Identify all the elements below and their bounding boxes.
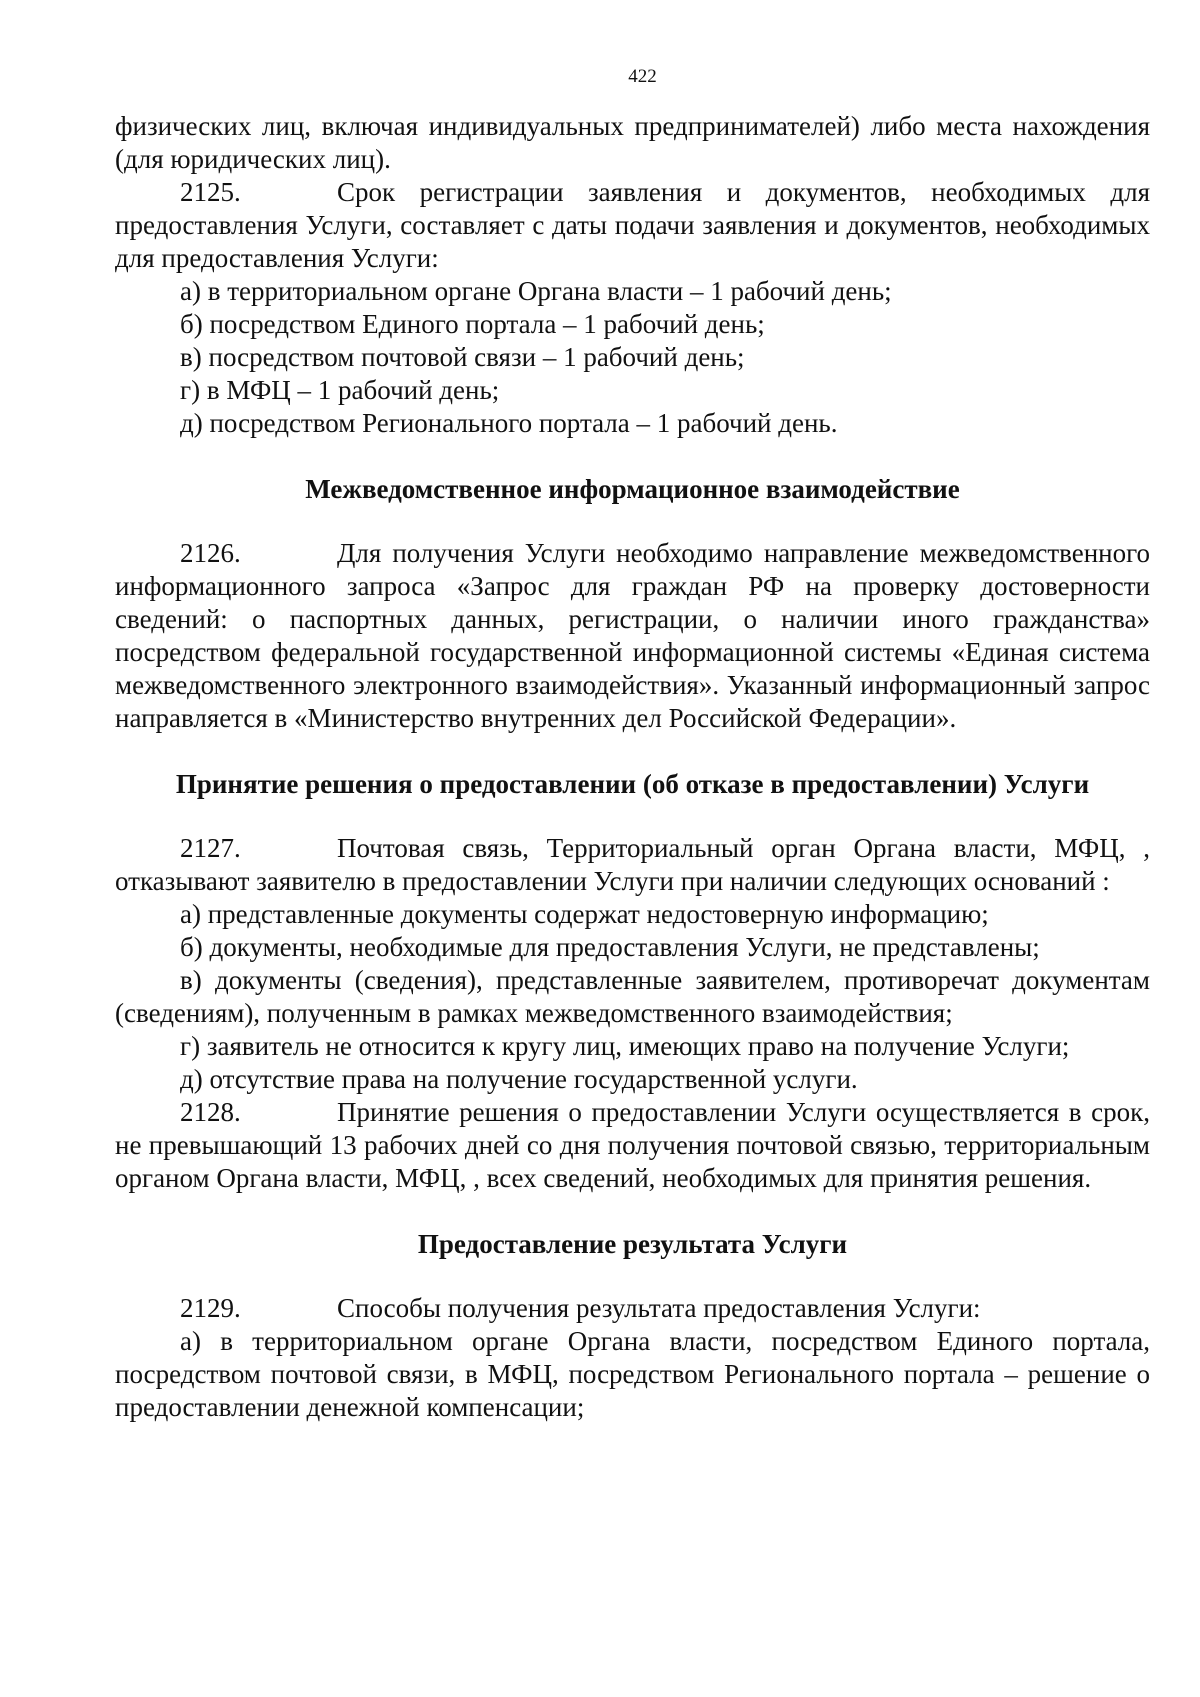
paragraph-number: 2128. xyxy=(180,1097,241,1127)
paragraph-number: 2125. xyxy=(180,177,241,207)
paragraph-2128 xyxy=(115,1096,1150,1195)
paragraph-text: Способы получения результата предоставления Услуги: xyxy=(337,1293,981,1323)
paragraph-text: Срок регистрации заявления и документов, необходимых для предоставления Услуги, составляет с даты подачи заявления и документов, необходимых для предоставления Услуги: xyxy=(115,177,1150,273)
list-item: д) посредством Регионального портала – 1 рабочий день. xyxy=(180,408,838,438)
document-page xyxy=(115,66,1150,1424)
list-item: д) отсутствие права на получение государственной услуги. xyxy=(180,1064,858,1094)
list-item: г) заявитель не относится к кругу лиц, имеющих право на получение Услуги; xyxy=(180,1031,1070,1061)
intro-text: физических лиц, включая индивидуальных предпринимателей) либо места нахождения (для юридических лиц). xyxy=(115,111,1150,174)
list-item: а) представленные документы содержат недостоверную информацию; xyxy=(180,899,989,929)
paragraph-text: Принятие решения о предоставлении Услуги осуществляется в срок, не превышающий 13 рабочих дней со дня получения почтовой связью, территориальным органом Органа власти, МФЦ, , всех сведений, необходимых для принятия решения. xyxy=(115,1097,1150,1193)
section-heading: Предоставление результата Услуги xyxy=(417,1229,848,1259)
page-number: 422 xyxy=(628,66,657,87)
paragraph-text: Для получения Услуги необходимо направление межведомственного информационного запроса «Запрос для граждан РФ на проверку достоверности сведений: о паспортных данных, регистрации, о наличии иного гражданства» посредством федеральной государственной информационной системы «Единая система межведомственного электронного взаимодействия». Указанный информационный запрос направляется в «Министерство внутренних дел Российской Федерации». xyxy=(115,538,1150,733)
paragraph-number: 2127. xyxy=(180,833,241,863)
list-item: б) посредством Единого портала – 1 рабочий день; xyxy=(180,309,765,339)
section-heading: Принятие решения о предоставлении (об отказе в предоставлении) Услуги xyxy=(175,769,1090,799)
paragraph-number: 2126. xyxy=(180,538,241,568)
list-item: г) в МФЦ – 1 рабочий день; xyxy=(180,375,500,405)
paragraph-2126 xyxy=(115,537,1150,735)
paragraph-2127 xyxy=(115,832,1150,898)
list-item: а) в территориальном органе Органа власти, посредством Единого портала, посредством почтовой связи, в МФЦ, посредством Регионального портала – решение о предоставлении денежной компенсации; xyxy=(115,1326,1150,1422)
paragraph-2129 xyxy=(115,1292,1150,1325)
paragraph-number: 2129. xyxy=(180,1293,241,1323)
list-item: б) документы, необходимые для предоставления Услуги, не представлены; xyxy=(180,932,1040,962)
paragraph-text: Почтовая связь, Территориальный орган Органа власти, МФЦ, , отказывают заявителю в предоставлении Услуги при наличии следующих оснований : xyxy=(115,833,1150,896)
paragraph-2125 xyxy=(115,176,1150,275)
list-item: в) документы (сведения), представленные заявителем, противоречат документам (сведениям), полученным в рамках межведомственного взаимодействия; xyxy=(115,965,1150,1028)
list-item: а) в территориальном органе Органа власти – 1 рабочий день; xyxy=(180,276,892,306)
list-item: в) посредством почтовой связи – 1 рабочий день; xyxy=(180,342,745,372)
section-heading: Межведомственное информационное взаимодействие xyxy=(305,474,960,504)
